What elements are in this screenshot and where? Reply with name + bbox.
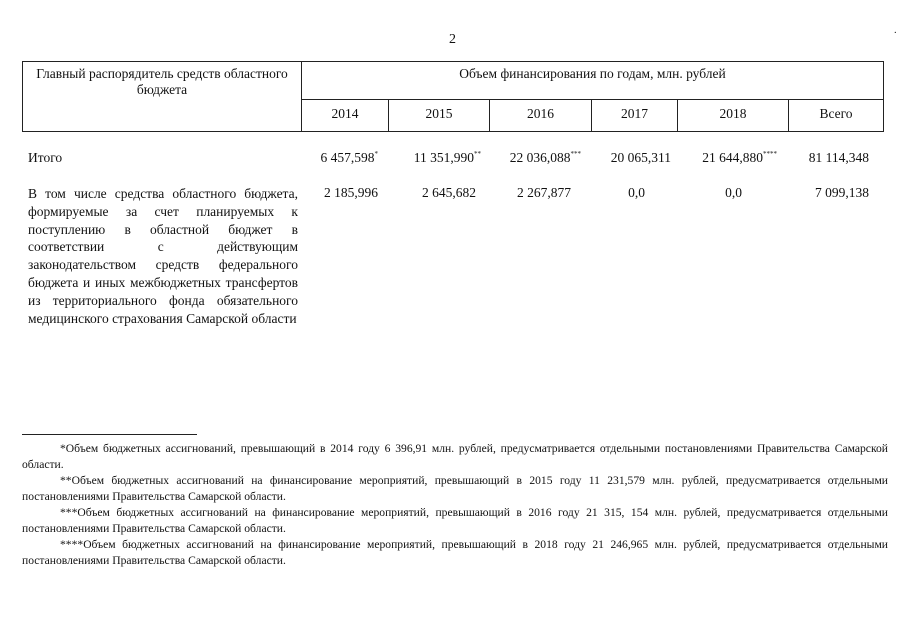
cell-2018	[725, 185, 742, 201]
cell-value: 2 185,996	[324, 185, 378, 200]
cell-2016	[517, 185, 571, 201]
footnote-mark: **	[474, 150, 481, 158]
cell-value: 0,0	[628, 185, 645, 200]
cell-2015	[414, 150, 481, 166]
cell-value: 20 065,311	[610, 150, 671, 165]
cell-2017	[611, 150, 671, 166]
cell-value: 21 644,880	[702, 150, 763, 165]
cell-2014	[324, 185, 378, 201]
footnote-1: *Объем бюджетных ассигнований, превышающий в 2014 году 6 396,91 млн. рублей, предусматривается отдельными постановлениями Правительства Самарской области.	[22, 442, 888, 471]
header-year-2016: 2016	[490, 100, 592, 132]
header-year-total: Всего	[789, 100, 884, 132]
header-year-2014: 2014	[302, 100, 389, 132]
header-year-2018: 2018	[678, 100, 789, 132]
footnotes	[22, 441, 888, 569]
cell-value: 11 351,990	[413, 150, 474, 165]
footnote-3: ***Объем бюджетных ассигнований на финансирование мероприятий, превышающий в 2016 году 21 315, 154 млн. рублей, предусматривается отдельными постановлениями Правительства Самарской области.	[22, 506, 888, 535]
cell-value: 81 114,348	[808, 150, 869, 165]
cell-value: 0,0	[725, 185, 742, 200]
cell-value: 6 457,598	[320, 150, 375, 165]
table-header	[22, 61, 884, 132]
cell-2015	[422, 185, 476, 201]
cell-2014	[321, 150, 379, 166]
cell-value: 7 099,138	[815, 185, 869, 200]
header-year-2015: 2015	[389, 100, 490, 132]
row-label-total: Итого	[28, 150, 63, 165]
cell-total	[815, 185, 869, 201]
corner-mark: ·	[893, 28, 897, 39]
page-number: 2	[449, 32, 456, 47]
footnote-divider	[22, 434, 197, 435]
table-row-total	[22, 150, 883, 170]
footnote-4: ****Объем бюджетных ассигнований на финансирование мероприятий, превышающий в 2018 году 21 246,965 млн. рублей, предусматривается отдельными постановлениями Правительства Самарской области.	[22, 538, 888, 567]
cell-total	[809, 150, 869, 166]
row-label-subtotal: В том числе средства областного бюджета, формируемые за счет планируемых к поступлению в областной бюджет в соответствии с действующим законодательством средств федерального бюджета и иных межбюджетных трансфертов из территориального фонда обязательного медицинского страхования Самарской области	[28, 186, 298, 326]
header-group-title: Объем финансирования по годам, млн. рублей	[302, 62, 884, 100]
footnote-mark: ***	[570, 150, 581, 158]
footnote-mark: *	[374, 150, 378, 158]
table-row-subtotal	[22, 185, 883, 345]
cell-value: 22 036,088	[509, 150, 571, 165]
header-label-column: Главный распорядитель средств областного бюджета	[23, 62, 302, 132]
cell-2016	[510, 150, 581, 166]
footnote-mark: ****	[763, 150, 777, 158]
header-year-2017: 2017	[592, 100, 678, 132]
footnote-2: **Объем бюджетных ассигнований на финансирование мероприятий, превышающий в 2015 году 11 231,579 млн. рублей, предусматривается отдельными постановлениями Правительства Самарской области.	[22, 474, 888, 503]
cell-2017	[628, 185, 645, 201]
cell-2018	[702, 150, 777, 166]
cell-value: 2 267,877	[517, 185, 571, 200]
cell-value: 2 645,682	[422, 185, 476, 200]
